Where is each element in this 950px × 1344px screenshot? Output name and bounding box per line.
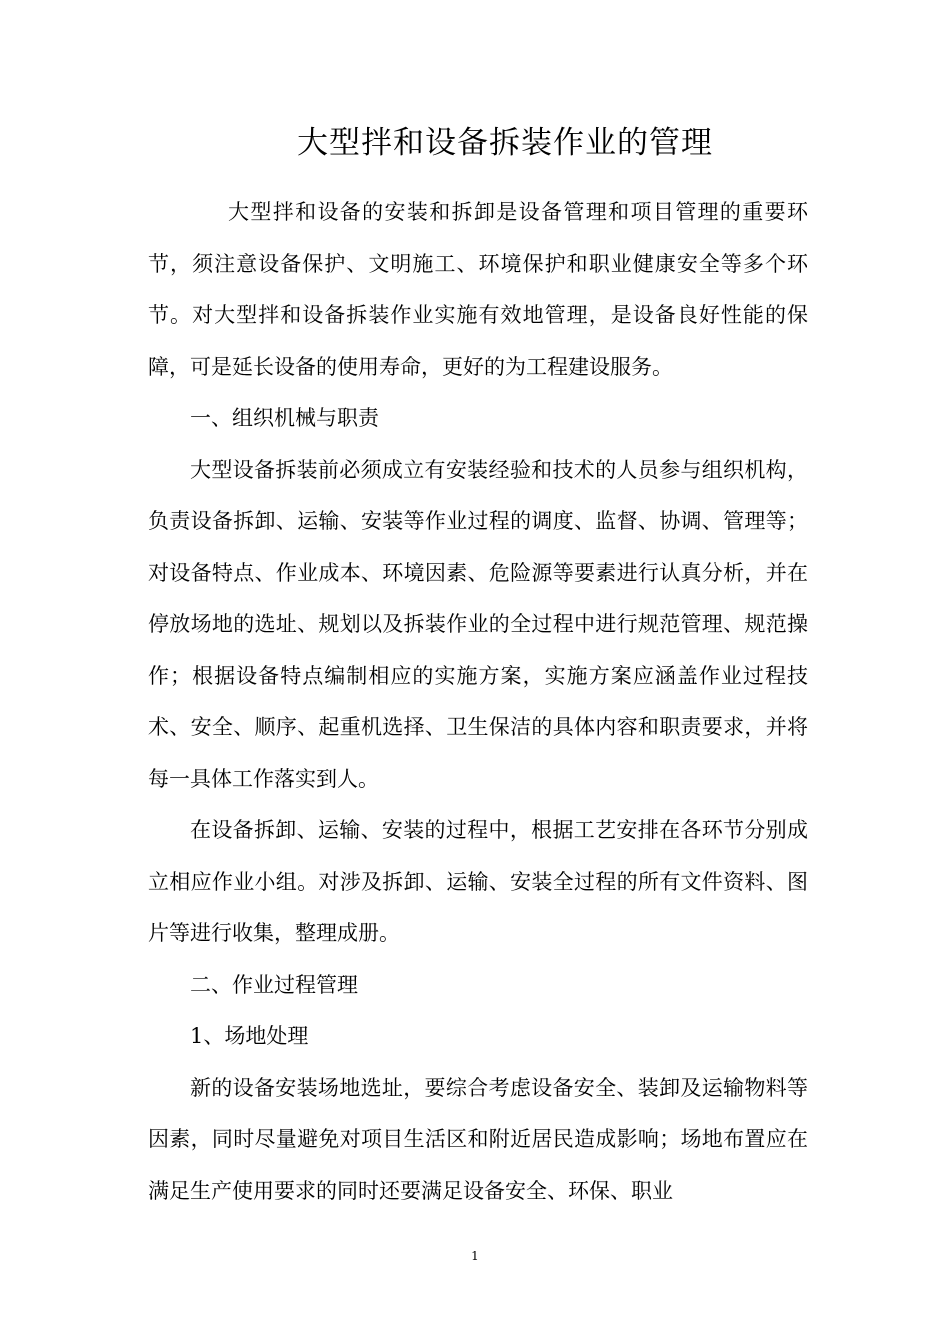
section-heading-process-management: 二、作业过程管理 — [190, 972, 358, 997]
page-number: 1 — [471, 1249, 479, 1263]
document-title: 大型拌和设备拆装作业的管理 — [297, 125, 713, 161]
paragraph-site-selection: 新的设备安装场地选址，要综合考虑设备安全、装卸及运输物料等因素，同时尽量避免对项目生活区和附近居民造成影响；场地布置应在满足生产使用要求的同时还要满足设备安全、环保、职业 — [148, 1075, 808, 1203]
section-heading-organization: 一、组织机械与职责 — [190, 406, 379, 430]
subsection-heading-site-treatment: 1、场地处理 — [190, 1024, 309, 1048]
intro-paragraph: 大型拌和设备的安装和拆卸是设备管理和项目管理的重要环节，须注意设备保护、文明施工、环境保护和职业健康安全等多个环节。对大型拌和设备拆装作业实施有效地管理，是设备良好性能的保障，可是延长设备的使用寿命，更好的为工程建设服务。 — [148, 200, 808, 379]
document-body — [148, 187, 808, 1217]
paragraph-organization-duties: 大型设备拆装前必须成立有安装经验和技术的人员参与组织机构，负责设备拆卸、运输、安装等作业过程的调度、监督、协调、管理等；对设备特点、作业成本、环境因素、危险源等要素进行认真分析，并在停放场地的选址、规划以及拆装作业的全过程中进行规范管理、规范操作；根据设备特点编制相应的实施方案，实施方案应涵盖作业过程技术、安全、顺序、起重机选择、卫生保洁的具体内容和职责要求，并将每一具体工作落实到人。 — [148, 457, 808, 791]
paragraph-work-groups: 在设备拆卸、运输、安装的过程中，根据工艺安排在各环节分别成立相应作业小组。对涉及拆卸、运输、安装全过程的所有文件资料、图片等进行收集，整理成册。 — [148, 818, 808, 945]
